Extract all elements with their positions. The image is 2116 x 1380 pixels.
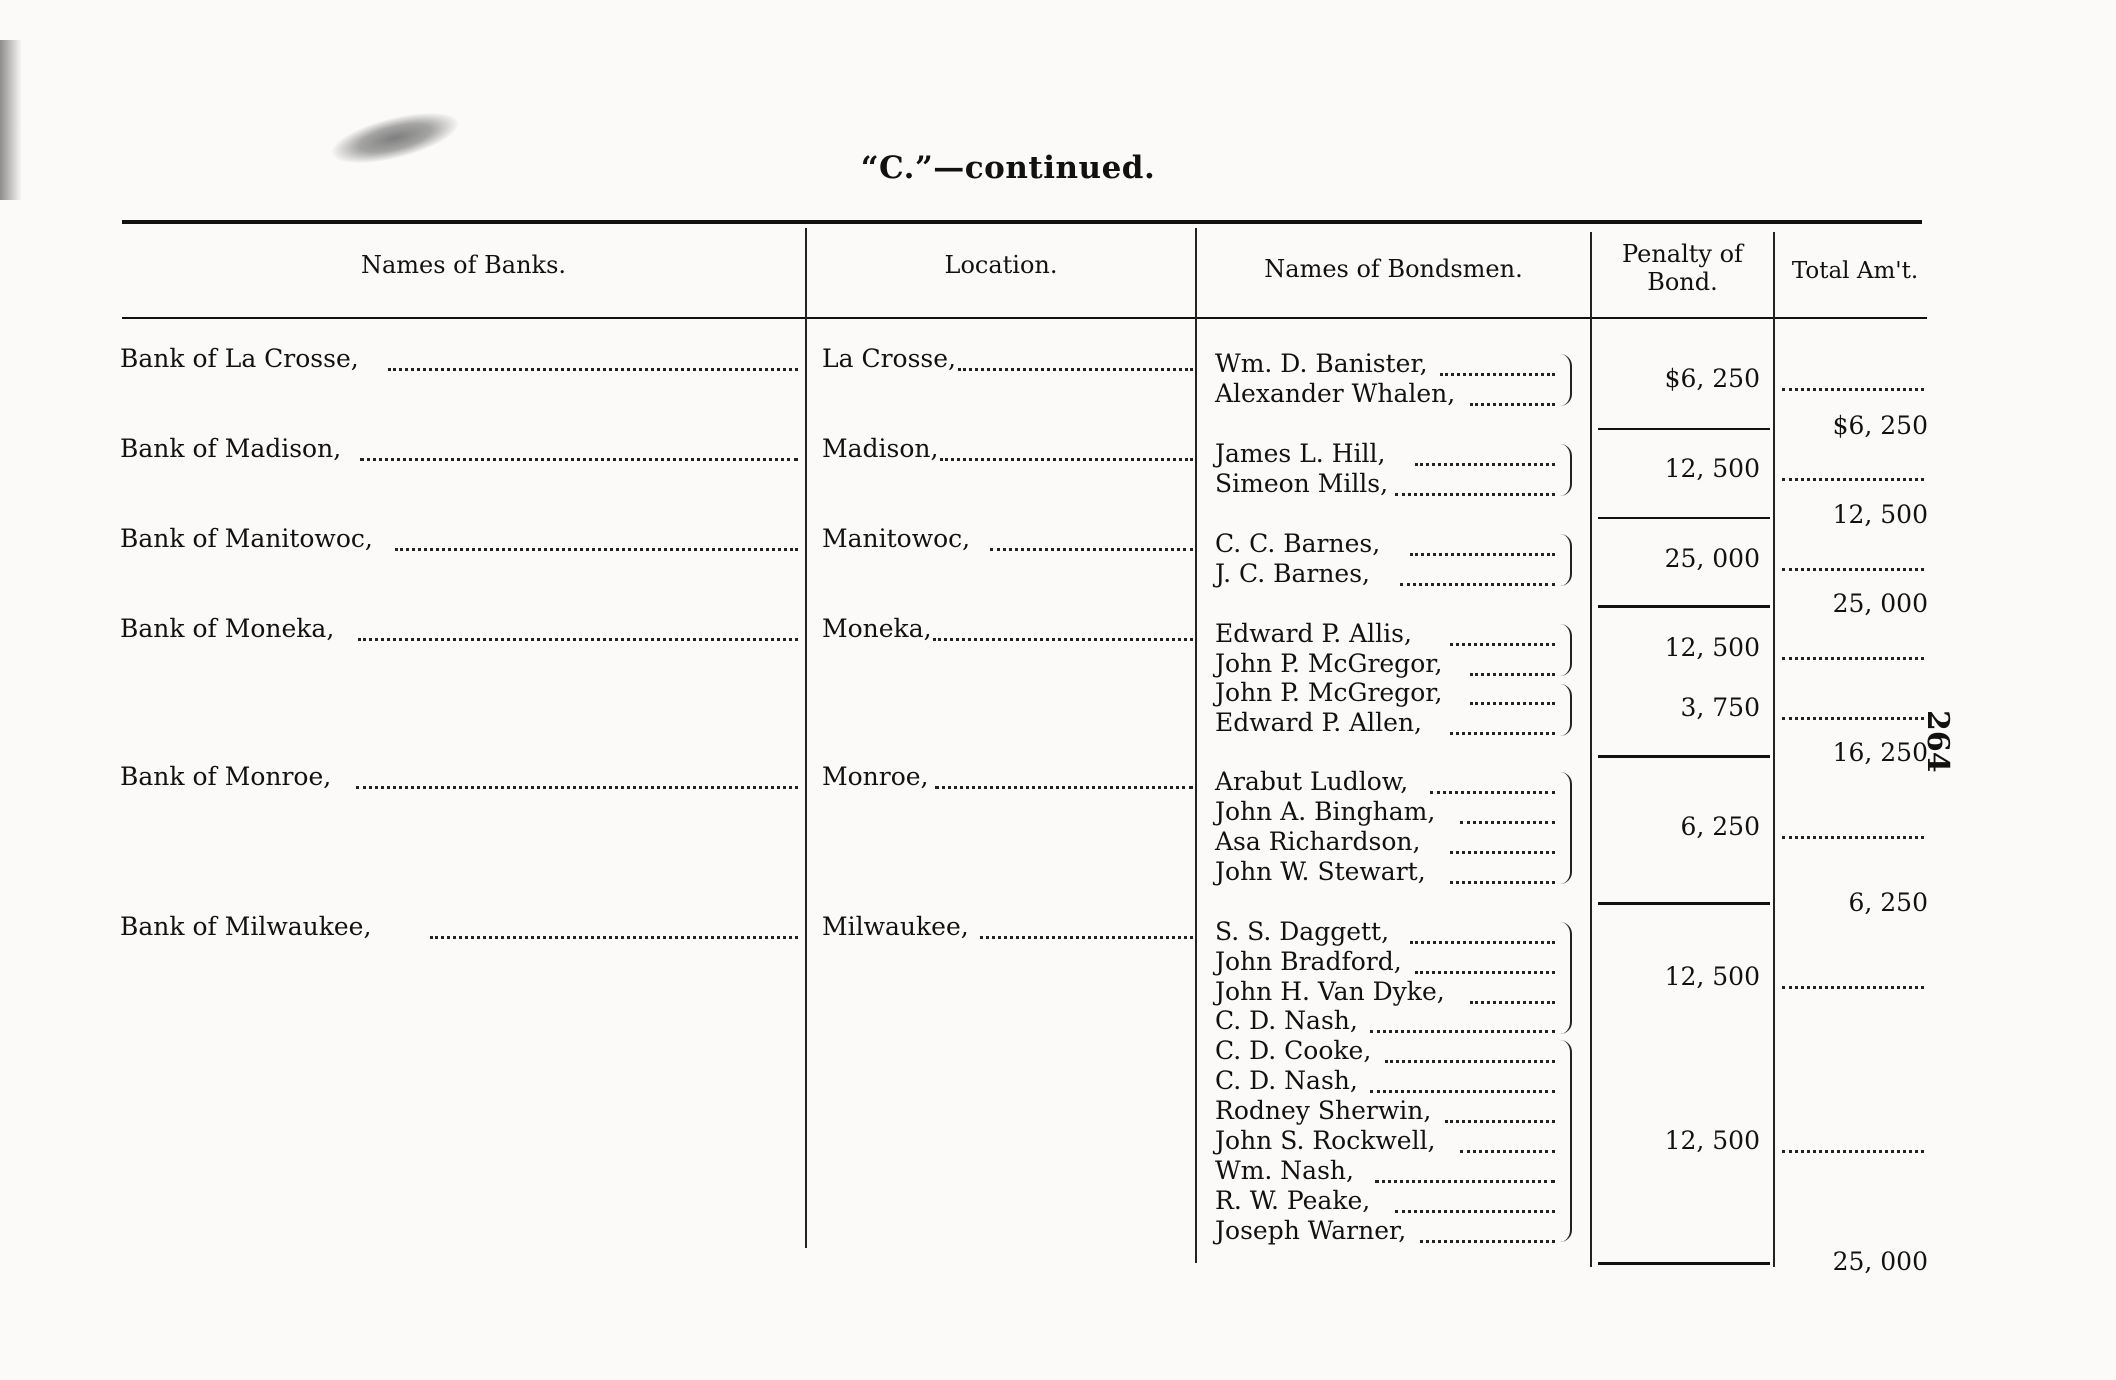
leader-dots bbox=[388, 368, 798, 371]
total-amount: 25, 000 bbox=[1832, 1247, 1928, 1276]
bank-name: Bank of Madison, bbox=[120, 434, 342, 463]
leader-dots bbox=[1470, 702, 1555, 705]
bank-name: Bank of Manitowoc, bbox=[120, 524, 373, 553]
leader-dots bbox=[1782, 986, 1924, 989]
header-bottom-rule bbox=[122, 317, 1927, 319]
bondsman-name: James L. Hill, bbox=[1215, 439, 1386, 468]
subtotal-rule bbox=[1598, 902, 1770, 905]
leader-dots bbox=[990, 548, 1193, 551]
leader-dots bbox=[980, 936, 1193, 939]
leader-dots bbox=[1415, 463, 1555, 466]
page-heading: “C.”—continued. bbox=[860, 150, 1156, 186]
leader-dots bbox=[1370, 1030, 1555, 1033]
bracket-brace bbox=[1560, 534, 1572, 586]
bondsman-name: John P. McGregor, bbox=[1215, 678, 1443, 707]
leader-dots bbox=[1782, 478, 1924, 481]
leader-dots bbox=[958, 368, 1193, 371]
bondsman-name: C. D. Cooke, bbox=[1215, 1036, 1372, 1065]
total-amount: 12, 500 bbox=[1832, 500, 1928, 529]
bondsman-name: John Bradford, bbox=[1215, 947, 1402, 976]
leader-dots bbox=[1450, 732, 1555, 735]
table-top-rule bbox=[122, 220, 1922, 224]
bondsman-name: S. S. Daggett, bbox=[1215, 917, 1390, 946]
bank-location: Milwaukee, bbox=[822, 912, 969, 941]
leader-dots bbox=[1782, 836, 1924, 839]
leader-dots bbox=[1782, 388, 1924, 391]
bondsman-name: Simeon Mills, bbox=[1215, 469, 1389, 498]
leader-dots bbox=[1410, 941, 1555, 944]
total-amount: 25, 000 bbox=[1832, 589, 1928, 618]
penalty-value: 12, 500 bbox=[1664, 1126, 1760, 1155]
bank-location: Moneka, bbox=[822, 614, 932, 643]
bracket-brace bbox=[1560, 624, 1572, 676]
subtotal-rule bbox=[1598, 755, 1770, 758]
leader-dots bbox=[1385, 1060, 1555, 1063]
bondsman-name: John W. Stewart, bbox=[1215, 857, 1426, 886]
bondsman-name: Wm. D. Banister, bbox=[1215, 349, 1428, 378]
bracket-brace bbox=[1560, 444, 1572, 496]
leader-dots bbox=[1395, 493, 1555, 496]
bondsman-name: Alexander Whalen, bbox=[1215, 379, 1456, 408]
leader-dots bbox=[356, 786, 798, 789]
column-divider-1 bbox=[805, 228, 807, 1248]
bracket-brace bbox=[1560, 772, 1572, 884]
column-divider-2 bbox=[1195, 228, 1197, 1263]
header-penalty bbox=[1592, 240, 1773, 296]
bank-location: La Crosse, bbox=[822, 344, 956, 373]
leader-dots bbox=[1460, 1150, 1555, 1153]
leader-dots bbox=[1450, 881, 1555, 884]
leader-dots bbox=[1470, 673, 1555, 676]
column-divider-4 bbox=[1773, 232, 1775, 1267]
header-penalty-line2: Bond. bbox=[1647, 268, 1718, 296]
leader-dots bbox=[1470, 1001, 1555, 1004]
bondsman-name: C. C. Barnes, bbox=[1215, 529, 1381, 558]
penalty-value: 12, 500 bbox=[1664, 633, 1760, 662]
leader-dots bbox=[1450, 643, 1555, 646]
bondsman-name: Joseph Warner, bbox=[1215, 1216, 1407, 1245]
bank-name: Bank of Monroe, bbox=[120, 762, 332, 791]
total-amount: $6, 250 bbox=[1832, 411, 1928, 440]
bondsman-name: C. D. Nash, bbox=[1215, 1066, 1358, 1095]
header-penalty-line1: Penalty of bbox=[1622, 240, 1743, 268]
header-location: Location. bbox=[944, 251, 1058, 279]
leader-dots bbox=[940, 458, 1193, 461]
leader-dots bbox=[1420, 1240, 1555, 1243]
leader-dots bbox=[1782, 568, 1924, 571]
penalty-value: 3, 750 bbox=[1680, 693, 1760, 722]
bank-location: Monroe, bbox=[822, 762, 929, 791]
bondsman-name: John S. Rockwell, bbox=[1215, 1126, 1436, 1155]
penalty-value: 6, 250 bbox=[1680, 812, 1760, 841]
leader-dots bbox=[1470, 403, 1555, 406]
bank-name: Bank of Moneka, bbox=[120, 614, 335, 643]
bracket-brace bbox=[1560, 1040, 1572, 1242]
penalty-value: 25, 000 bbox=[1664, 544, 1760, 573]
bracket-brace bbox=[1560, 354, 1572, 406]
leader-dots bbox=[395, 548, 798, 551]
leader-dots bbox=[1440, 373, 1555, 376]
leader-dots bbox=[1375, 1180, 1555, 1183]
bondsman-name: C. D. Nash, bbox=[1215, 1006, 1358, 1035]
bondsman-name: John P. McGregor, bbox=[1215, 649, 1443, 678]
bondsman-name: Wm. Nash, bbox=[1215, 1156, 1354, 1185]
bracket-brace bbox=[1560, 684, 1572, 736]
column-divider-3 bbox=[1590, 232, 1592, 1267]
bondsman-name: Arabut Ludlow, bbox=[1215, 767, 1409, 796]
bracket-brace bbox=[1560, 922, 1572, 1034]
total-amount: 16, 250 bbox=[1832, 738, 1928, 767]
penalty-value: 12, 500 bbox=[1664, 962, 1760, 991]
header-bank-names: Names of Banks. bbox=[360, 251, 567, 279]
bondsman-name: John A. Bingham, bbox=[1215, 797, 1436, 826]
leader-dots bbox=[360, 458, 798, 461]
leader-dots bbox=[358, 638, 798, 641]
bank-name: Bank of La Crosse, bbox=[120, 344, 359, 373]
leader-dots bbox=[1410, 553, 1555, 556]
bondsman-name: Edward P. Allen, bbox=[1215, 708, 1422, 737]
leader-dots bbox=[1450, 851, 1555, 854]
bondsman-name: J. C. Barnes, bbox=[1215, 559, 1371, 588]
subtotal-rule bbox=[1598, 1262, 1770, 1265]
penalty-value: 12, 500 bbox=[1664, 454, 1760, 483]
leader-dots bbox=[1400, 583, 1555, 586]
leader-dots bbox=[1395, 1210, 1555, 1213]
bondsman-name: Asa Richardson, bbox=[1215, 827, 1421, 856]
leader-dots bbox=[935, 786, 1193, 789]
leader-dots bbox=[1782, 1150, 1924, 1153]
subtotal-rule bbox=[1598, 428, 1770, 430]
leader-dots bbox=[430, 936, 798, 939]
bondsman-name: Rodney Sherwin, bbox=[1215, 1096, 1432, 1125]
subtotal-rule bbox=[1598, 517, 1770, 519]
bondsman-name: R. W. Peake, bbox=[1215, 1186, 1371, 1215]
bondsman-name: Edward P. Allis, bbox=[1215, 619, 1412, 648]
bank-location: Madison, bbox=[822, 434, 939, 463]
subtotal-rule bbox=[1598, 605, 1770, 608]
header-total: Total Am't. bbox=[1791, 258, 1919, 284]
leader-dots bbox=[1782, 657, 1924, 660]
leader-dots bbox=[1430, 791, 1555, 794]
leader-dots bbox=[1460, 821, 1555, 824]
bank-name: Bank of Milwaukee, bbox=[120, 912, 372, 941]
leader-dots bbox=[933, 638, 1193, 641]
leader-dots bbox=[1445, 1120, 1555, 1123]
bank-location: Manitowoc, bbox=[822, 524, 971, 553]
penalty-value: $6, 250 bbox=[1664, 364, 1760, 393]
total-amount: 6, 250 bbox=[1848, 888, 1928, 917]
leader-dots bbox=[1782, 717, 1924, 720]
page-number: 264 bbox=[1920, 710, 1955, 773]
bondsman-name: John H. Van Dyke, bbox=[1215, 977, 1445, 1006]
header-bondsmen: Names of Bondsmen. bbox=[1264, 255, 1523, 283]
leader-dots bbox=[1415, 971, 1555, 974]
leader-dots bbox=[1370, 1090, 1555, 1093]
